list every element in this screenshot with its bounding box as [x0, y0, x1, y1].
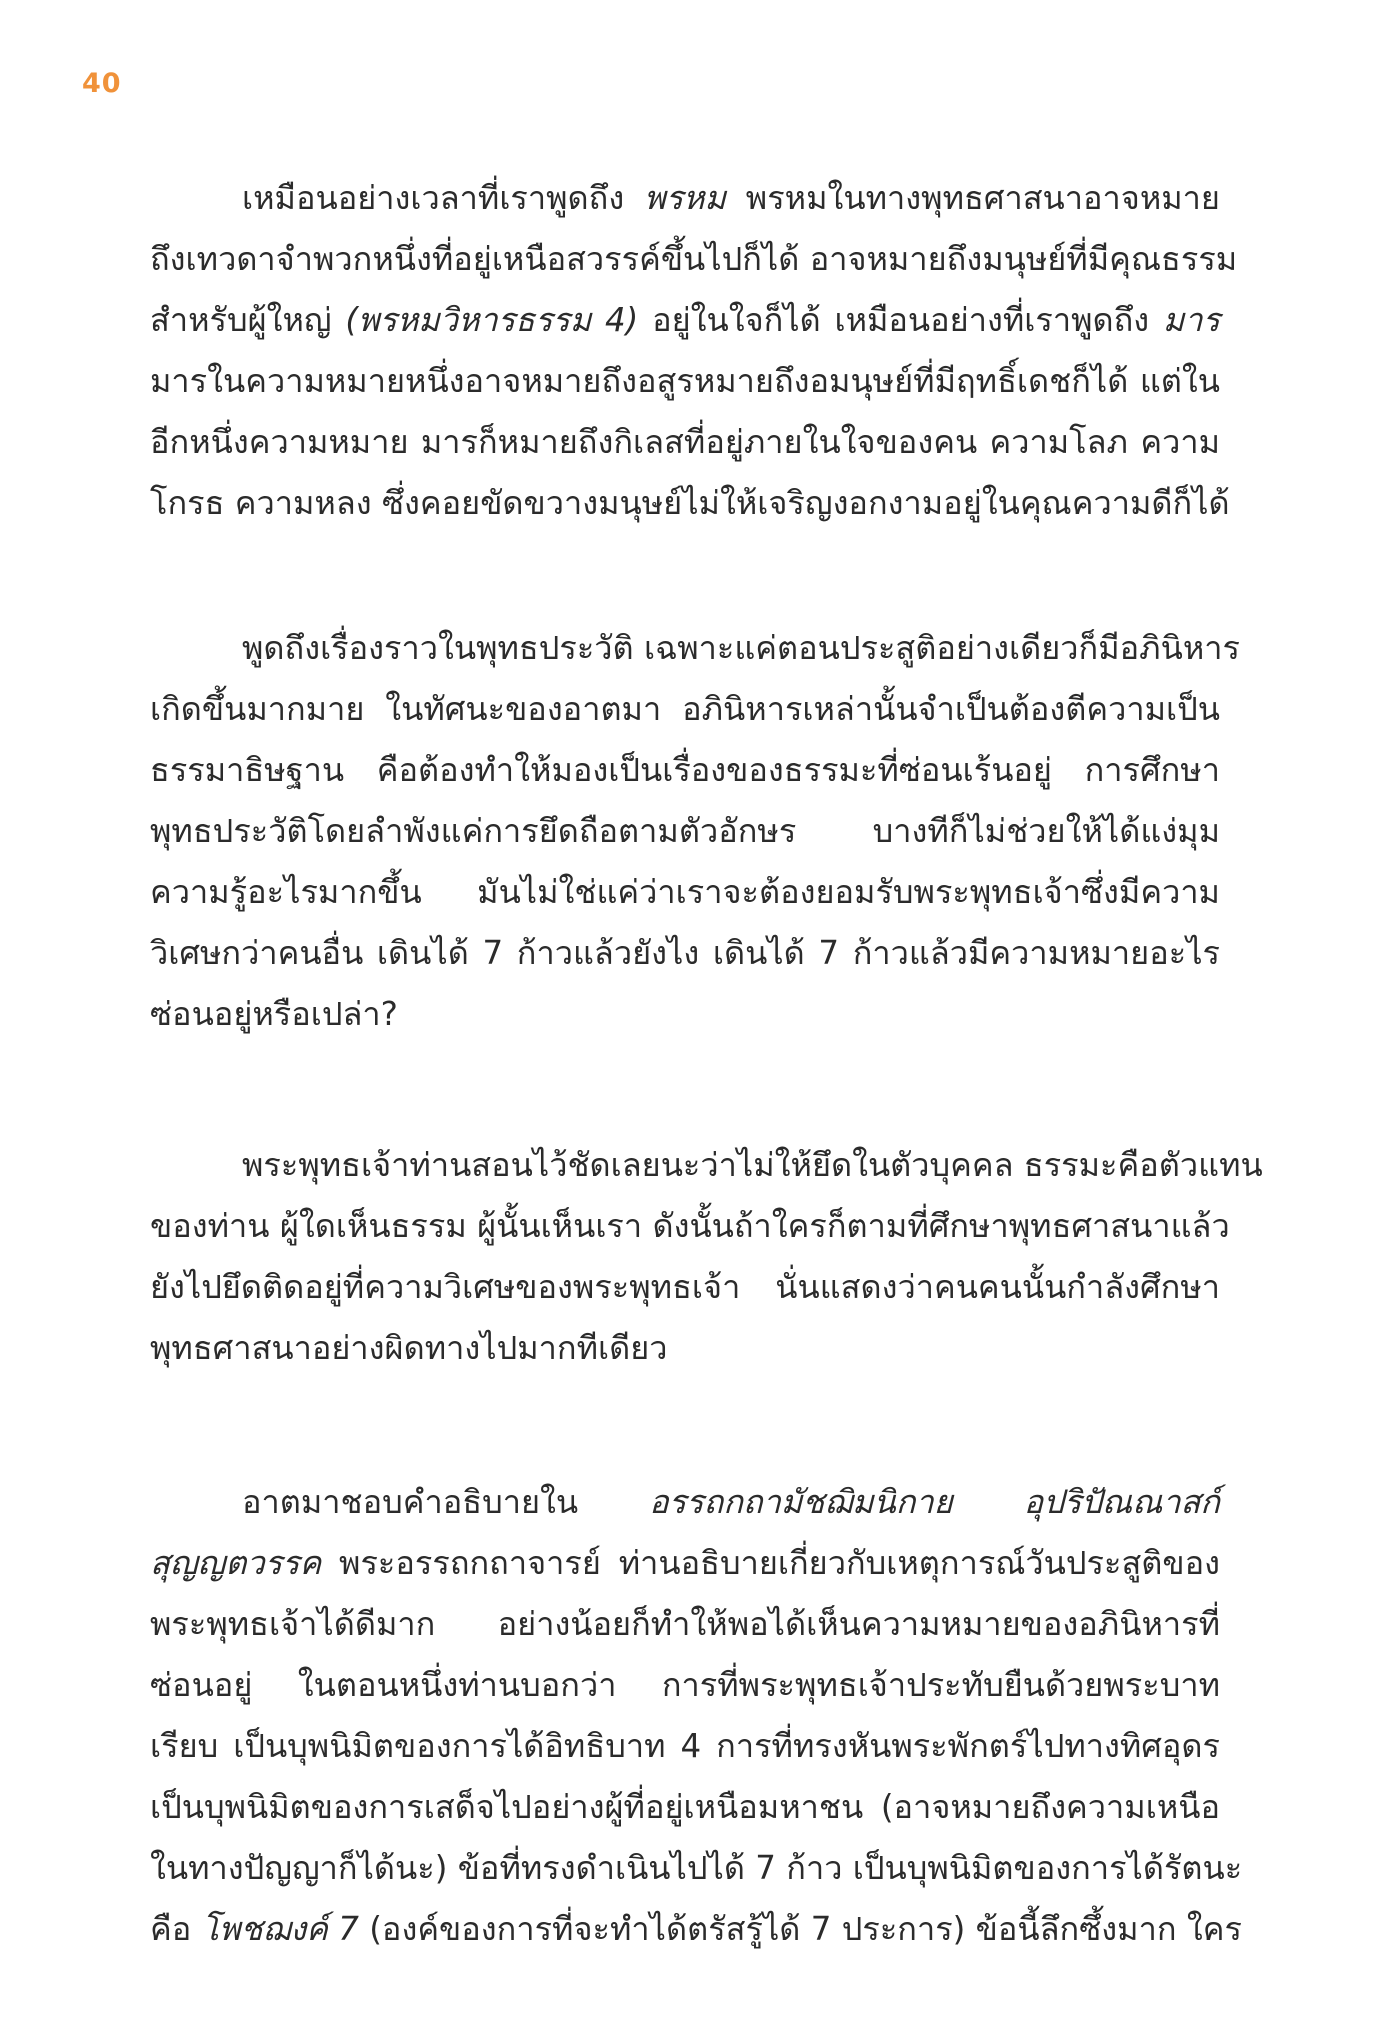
text-line: มารในความหมายหนึ่งอาจหมายถึงอสูรหมายถึงอมนุษย์ที่มีฤทธิ์เดชก็ได้ แต่ใน [150, 362, 1220, 400]
text-line: ในทางปัญญาก็ได้นะ) ข้อที่ทรงดำเนินไปได้ 7 ก้าว เป็นบุพนิมิตของการได้รัตนะ [150, 1849, 1243, 1887]
text-line: ความรู้อะไรมากขึ้น มันไม่ใช่แค่ว่าเราจะต้องยอมรับพระพุทธเจ้าซึ่งมีความ [150, 873, 1220, 911]
text-line: ถึงเทวดาจำพวกหนึ่งที่อยู่เหนือสวรรค์ขึ้นไปก็ได้ อาจหมายถึงมนุษย์ที่มีคุณธรรม [150, 240, 1238, 278]
paragraph-4 [150, 1472, 1243, 1960]
text-line: คือ โพชฌงค์ 7 (องค์ของการที่จะทำได้ตรัสรู้ได้ 7 ประการ) ข้อนี้ลึกซึ้งมาก ใคร [150, 1910, 1242, 1948]
italic-term: โพชฌงค์ 7 [201, 1910, 359, 1948]
text-line: สุญญตวรรค พระอรรถกถาจารย์ ท่านอธิบายเกี่ยวกับเหตุการณ์วันประสูติของ [150, 1544, 1220, 1582]
italic-term: (พรหมวิหารธรรม 4) [345, 301, 639, 339]
text-line: สำหรับผู้ใหญ่ (พรหมวิหารธรรม 4) อยู่ในใจก็ได้ เหมือนอย่างที่เราพูดถึง มาร [150, 301, 1220, 339]
italic-term: อรรถกถามัชฌิมนิกาย อุปริปัณณาสก์ [649, 1483, 1220, 1521]
text-line: โกรธ ความหลง ซึ่งคอยขัดขวางมนุษย์ไม่ให้เจริญงอกงามอยู่ในคุณความดีก็ได้ [150, 484, 1230, 522]
body-text [150, 168, 1263, 1960]
text-line: พุทธประวัติโดยลำพังแค่การยึดถือตามตัวอักษร บางทีก็ไม่ช่วยให้ได้แง่มุม [150, 812, 1220, 850]
text-line: พูดถึงเรื่องราวในพุทธประวัติ เฉพาะแค่ตอนประสูติอย่างเดียวก็มีอภินิหาร [242, 629, 1240, 667]
paragraph-2 [150, 618, 1240, 1045]
text-line: พุทธศาสนาอย่างผิดทางไปมากทีเดียว [150, 1329, 668, 1367]
italic-term: สุญญตวรรค [150, 1544, 322, 1582]
text-line: เหมือนอย่างเวลาที่เราพูดถึง พรหม พรหมในทางพุทธศาสนาอาจหมาย [242, 179, 1220, 217]
text-line: ของท่าน ผู้ใดเห็นธรรม ผู้นั้นเห็นเรา ดังนั้นถ้าใครก็ตามที่ศึกษาพุทธศาสนาแล้ว [150, 1207, 1230, 1245]
italic-term: มาร [1162, 301, 1220, 339]
text-line: เกิดขึ้นมากมาย ในทัศนะของอาตมา อภินิหารเหล่านั้นจำเป็นต้องตีความเป็น [150, 690, 1220, 728]
paragraph-3 [150, 1135, 1263, 1379]
text-line: พระพุทธเจ้าได้ดีมาก อย่างน้อยก็ทำให้พอได้เห็นความหมายของอภินิหารที่ [150, 1605, 1220, 1643]
text-line: ซ่อนอยู่ ในตอนหนึ่งท่านบอกว่า การที่พระพุทธเจ้าประทับยืนด้วยพระบาท [150, 1666, 1220, 1704]
text-line: ซ่อนอยู่หรือเปล่า? [150, 995, 398, 1033]
text-line: อีกหนึ่งความหมาย มารก็หมายถึงกิเลสที่อยู่ภายในใจของคน ความโลภ ความ [150, 423, 1220, 461]
text-line: ยังไปยึดติดอยู่ที่ความวิเศษของพระพุทธเจ้า นั่นแสดงว่าคนคนนั้นกำลังศึกษา [150, 1268, 1220, 1306]
text-line: วิเศษกว่าคนอื่น เดินได้ 7 ก้าวแล้วยังไง เดินได้ 7 ก้าวแล้วมีความหมายอะไร [150, 934, 1220, 972]
page-number: 40 [82, 68, 122, 99]
text-line: เรียบ เป็นบุพนิมิตของการได้อิทธิบาท 4 การที่ทรงหันพระพักตร์ไปทางทิศอุดร [150, 1727, 1220, 1765]
text-line: ธรรมาธิษฐาน คือต้องทำให้มองเป็นเรื่องของธรรมะที่ซ่อนเร้นอยู่ การศึกษา [150, 751, 1220, 789]
text-line: พระพุทธเจ้าท่านสอนไว้ชัดเลยนะว่าไม่ให้ยึดในตัวบุคคล ธรรมะคือตัวแทน [242, 1146, 1263, 1184]
text-line: เป็นบุพนิมิตของการเสด็จไปอย่างผู้ที่อยู่เหนือมหาชน (อาจหมายถึงความเหนือ [150, 1788, 1220, 1826]
paragraph-1 [150, 168, 1238, 534]
italic-term: พรหม [644, 179, 726, 217]
text-line: อาตมาชอบคำอธิบายใน อรรถกถามัชฌิมนิกาย อุปริปัณณาสก์ [242, 1483, 1220, 1521]
